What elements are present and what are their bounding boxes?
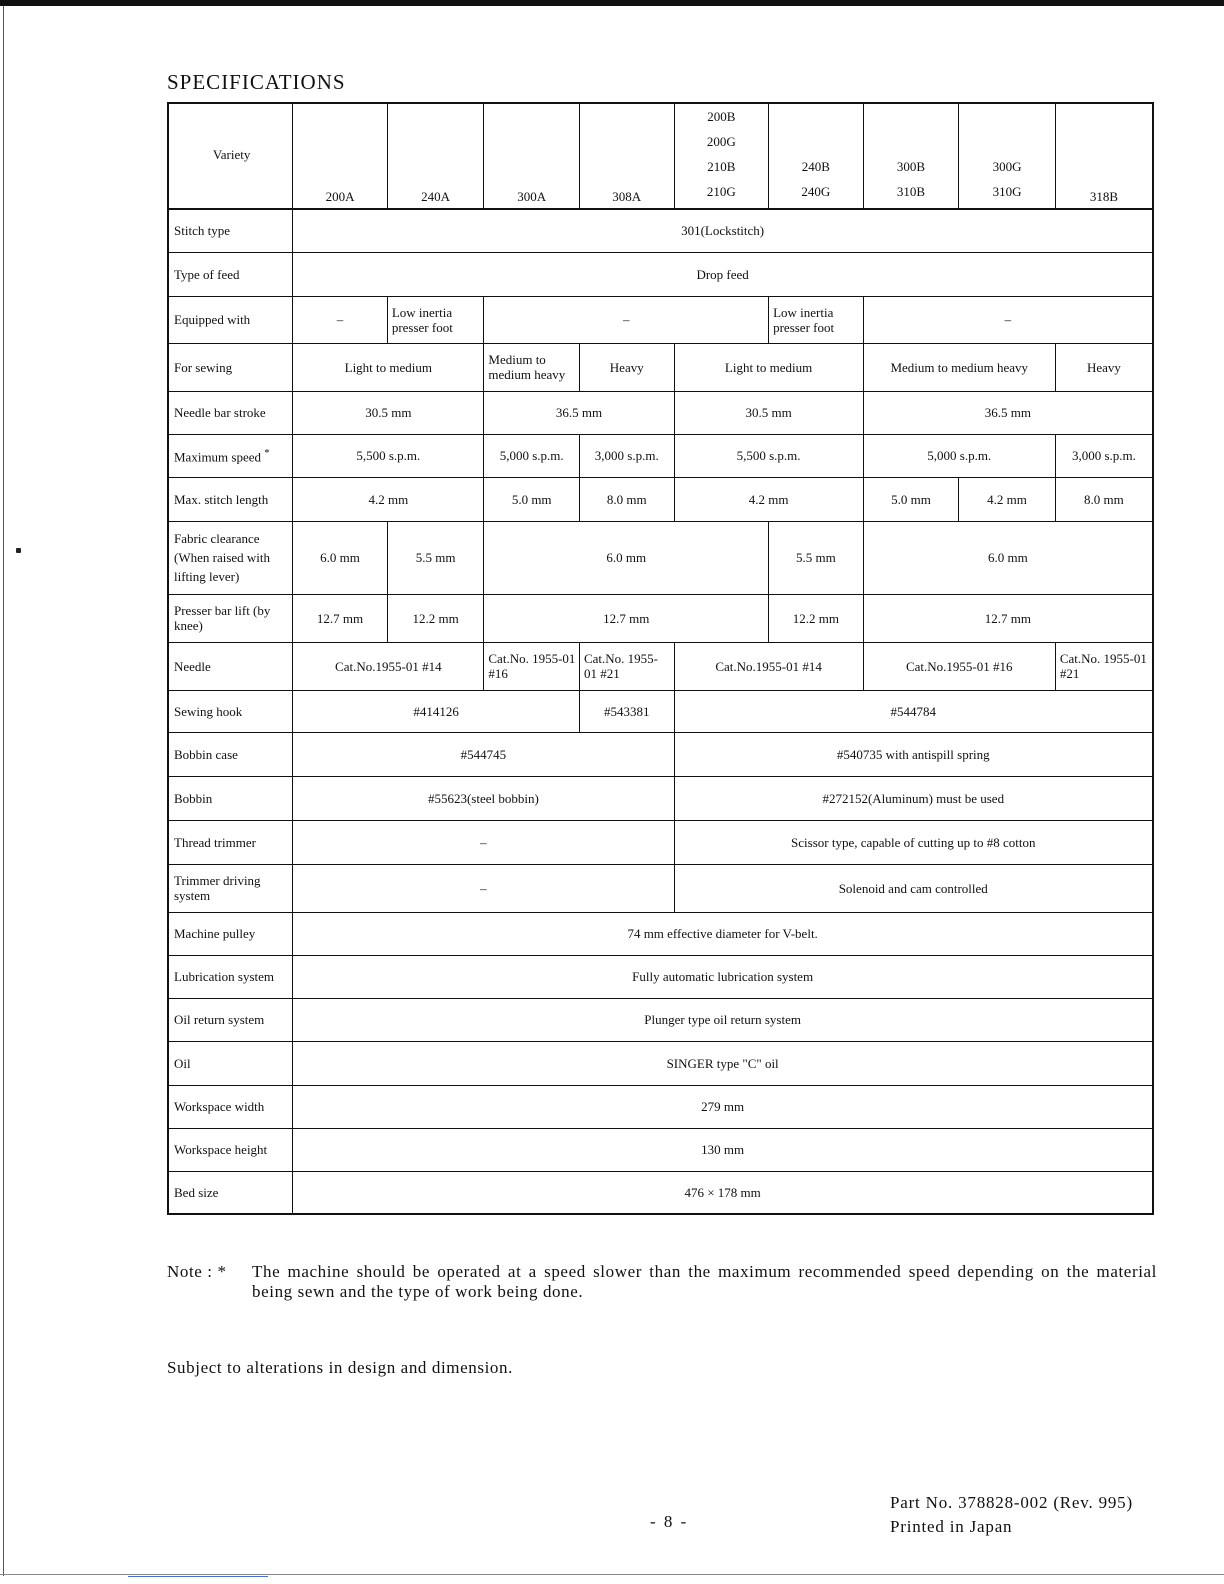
- cell-value: 5,000 s.p.m.: [863, 434, 1055, 477]
- cell-value: –: [484, 296, 769, 343]
- row-label: Bobbin: [168, 776, 293, 820]
- model-300B: 300B: [896, 159, 926, 174]
- row-lubrication-system: [168, 955, 1153, 998]
- header-row: [168, 103, 1153, 209]
- row-label: Oil return system: [168, 998, 293, 1041]
- printed-in: Printed in Japan: [890, 1517, 1013, 1536]
- cell-value: Light to medium: [674, 343, 863, 391]
- row-for-sewing: [168, 343, 1153, 391]
- note-lead: Note : *: [167, 1262, 227, 1281]
- row-needle-bar-stroke: [168, 391, 1153, 434]
- cell-value: 12.2 mm: [769, 594, 864, 642]
- cell-value: 5,000 s.p.m.: [484, 434, 580, 477]
- left-edge-line: [3, 6, 4, 1576]
- row-stitch-type: [168, 209, 1153, 252]
- model-200B: 200B: [707, 109, 736, 124]
- model-210G: 210G: [706, 184, 736, 199]
- row-label: For sewing: [168, 343, 293, 391]
- model-300B-group: [863, 103, 959, 209]
- cell-value: #543381: [579, 690, 674, 732]
- cell-value: #540735 with antispill spring: [674, 732, 1153, 776]
- cell-value: #544745: [293, 732, 674, 776]
- model-210B: 210B: [707, 159, 736, 174]
- model-200G: 200G: [706, 134, 736, 149]
- cell-value: Cat.No. 1955-01 #21: [1055, 642, 1153, 690]
- row-sewing-hook: [168, 690, 1153, 732]
- row-oil-return-system: [168, 998, 1153, 1041]
- model-200B-group: [674, 103, 769, 209]
- row-label: Thread trimmer: [168, 820, 293, 864]
- row-trimmer-driving-system: [168, 864, 1153, 912]
- row-label: Lubrication system: [168, 955, 293, 998]
- row-label: Needle: [168, 642, 293, 690]
- model-240A: 240A: [387, 103, 484, 209]
- cell-value: 6.0 mm: [863, 521, 1153, 594]
- row-thread-trimmer: [168, 820, 1153, 864]
- row-label: Bed size: [168, 1171, 293, 1214]
- row-bobbin-case: [168, 732, 1153, 776]
- cell-value: Cat.No.1955-01 #14: [293, 642, 484, 690]
- cell-value: Light to medium: [293, 343, 484, 391]
- cell-value: Medium to medium heavy: [484, 343, 580, 391]
- cell-value: –: [293, 296, 388, 343]
- cell-value: 36.5 mm: [484, 391, 674, 434]
- model-318B: 318B: [1055, 103, 1153, 209]
- part-number: Part No. 378828-002 (Rev. 995): [890, 1493, 1133, 1512]
- row-value: SINGER type "C" oil: [293, 1041, 1153, 1085]
- row-label: Workspace width: [168, 1085, 293, 1128]
- model-310B: 310B: [896, 184, 926, 199]
- cell-value: Solenoid and cam controlled: [674, 864, 1153, 912]
- row-label: Presser bar lift (by knee): [168, 594, 293, 642]
- cell-value: 5.0 mm: [484, 477, 580, 521]
- model-240B: 240B: [801, 159, 830, 174]
- row-value: 74 mm effective diameter for V-belt.: [293, 912, 1153, 955]
- cell-value: #414126: [293, 690, 580, 732]
- model-240G: 240G: [801, 184, 831, 199]
- cell-value: 3,000 s.p.m.: [579, 434, 674, 477]
- model-200A: 200A: [293, 103, 388, 209]
- row-presser-bar-lift: [168, 594, 1153, 642]
- cell-value: 6.0 mm: [293, 521, 388, 594]
- cell-value: 8.0 mm: [579, 477, 674, 521]
- row-fabric-clearance: [168, 521, 1153, 594]
- model-240B-group: [769, 103, 864, 209]
- note-text: The machine should be operated at a speed slower than the maximum recommended speed depending on the material being sewn and the type of work being done.: [252, 1262, 1157, 1301]
- cell-value: 8.0 mm: [1055, 477, 1153, 521]
- cell-value: 5.5 mm: [769, 521, 864, 594]
- model-300G-group: [959, 103, 1056, 209]
- row-value: Fully automatic lubrication system: [293, 955, 1153, 998]
- cell-value: 36.5 mm: [863, 391, 1153, 434]
- cell-value: #55623(steel bobbin): [293, 776, 674, 820]
- top-edge-bar: [0, 0, 1224, 6]
- cell-value: 12.7 mm: [484, 594, 769, 642]
- cell-value: –: [293, 864, 674, 912]
- cell-value: #544784: [674, 690, 1153, 732]
- row-label: Fabric clearance (When raised with lifting lever): [168, 521, 293, 594]
- row-workspace-width: [168, 1085, 1153, 1128]
- cell-value: Cat.No. 1955-01 #21: [579, 642, 674, 690]
- bottom-edge-line: [0, 1574, 1224, 1575]
- row-label: Sewing hook: [168, 690, 293, 732]
- cell-value: 6.0 mm: [484, 521, 769, 594]
- cell-value: Medium to medium heavy: [863, 343, 1055, 391]
- row-type-of-feed: [168, 252, 1153, 296]
- row-bed-size: [168, 1171, 1153, 1214]
- row-bobbin: [168, 776, 1153, 820]
- cell-value: –: [293, 820, 674, 864]
- row-value: 301(Lockstitch): [293, 209, 1153, 252]
- subject-to-alterations: Subject to alterations in design and dimension.: [167, 1358, 513, 1377]
- row-label: Trimmer driving system: [168, 864, 293, 912]
- row-needle: [168, 642, 1153, 690]
- row-oil: [168, 1041, 1153, 1085]
- row-value: 130 mm: [293, 1128, 1153, 1171]
- cell-value: 5.5 mm: [387, 521, 484, 594]
- row-label: Equipped with: [168, 296, 293, 343]
- cell-value: Cat.No.1955-01 #16: [863, 642, 1055, 690]
- row-value: Plunger type oil return system: [293, 998, 1153, 1041]
- cell-value: Heavy: [579, 343, 674, 391]
- row-value: 279 mm: [293, 1085, 1153, 1128]
- cell-value: Low inertia presser foot: [387, 296, 484, 343]
- model-310G: 310G: [992, 184, 1022, 199]
- bottom-link-underline: [128, 1576, 268, 1577]
- model-300G: 300G: [992, 159, 1022, 174]
- row-label: Stitch type: [168, 209, 293, 252]
- row-workspace-height: [168, 1128, 1153, 1171]
- cell-value: 4.2 mm: [674, 477, 863, 521]
- cell-value: 30.5 mm: [674, 391, 863, 434]
- page-number: - 8 -: [650, 1512, 689, 1531]
- cell-value: 12.2 mm: [387, 594, 484, 642]
- row-value: Drop feed: [293, 252, 1153, 296]
- cell-value: #272152(Aluminum) must be used: [674, 776, 1153, 820]
- cell-value: 5,500 s.p.m.: [674, 434, 863, 477]
- row-label-text: Maximum speed: [174, 449, 262, 465]
- cell-value: Scissor type, capable of cutting up to #8 cotton: [674, 820, 1153, 864]
- cell-value: 5,500 s.p.m.: [293, 434, 484, 477]
- row-label: Workspace height: [168, 1128, 293, 1171]
- asterisk-mark: *: [264, 447, 270, 460]
- row-machine-pulley: [168, 912, 1153, 955]
- margin-mark: [16, 548, 21, 553]
- cell-value: 5.0 mm: [863, 477, 959, 521]
- row-label: Bobbin case: [168, 732, 293, 776]
- specifications-table: [167, 102, 1154, 1215]
- cell-value: Heavy: [1055, 343, 1153, 391]
- row-label: Type of feed: [168, 252, 293, 296]
- cell-value: –: [863, 296, 1153, 343]
- cell-value: 4.2 mm: [293, 477, 484, 521]
- cell-value: 12.7 mm: [293, 594, 388, 642]
- row-max-stitch-length: [168, 477, 1153, 521]
- variety-label: Variety: [168, 103, 293, 209]
- cell-value: 30.5 mm: [293, 391, 484, 434]
- part-number-block: [890, 1491, 1133, 1539]
- page-title: SPECIFICATIONS: [167, 70, 346, 94]
- row-label: [168, 434, 293, 477]
- model-308A: 308A: [579, 103, 674, 209]
- row-value: 476 × 178 mm: [293, 1171, 1153, 1214]
- row-label: Oil: [168, 1041, 293, 1085]
- cell-value: 4.2 mm: [959, 477, 1056, 521]
- row-label: Machine pulley: [168, 912, 293, 955]
- model-300A: 300A: [484, 103, 580, 209]
- row-label: Max. stitch length: [168, 477, 293, 521]
- row-maximum-speed: [168, 434, 1153, 477]
- cell-value: 3,000 s.p.m.: [1055, 434, 1153, 477]
- row-equipped-with: [168, 296, 1153, 343]
- cell-value: Cat.No. 1955-01 #16: [484, 642, 580, 690]
- row-label: Needle bar stroke: [168, 391, 293, 434]
- cell-value: 12.7 mm: [863, 594, 1153, 642]
- cell-value: Cat.No.1955-01 #14: [674, 642, 863, 690]
- cell-value: Low inertia presser foot: [769, 296, 864, 343]
